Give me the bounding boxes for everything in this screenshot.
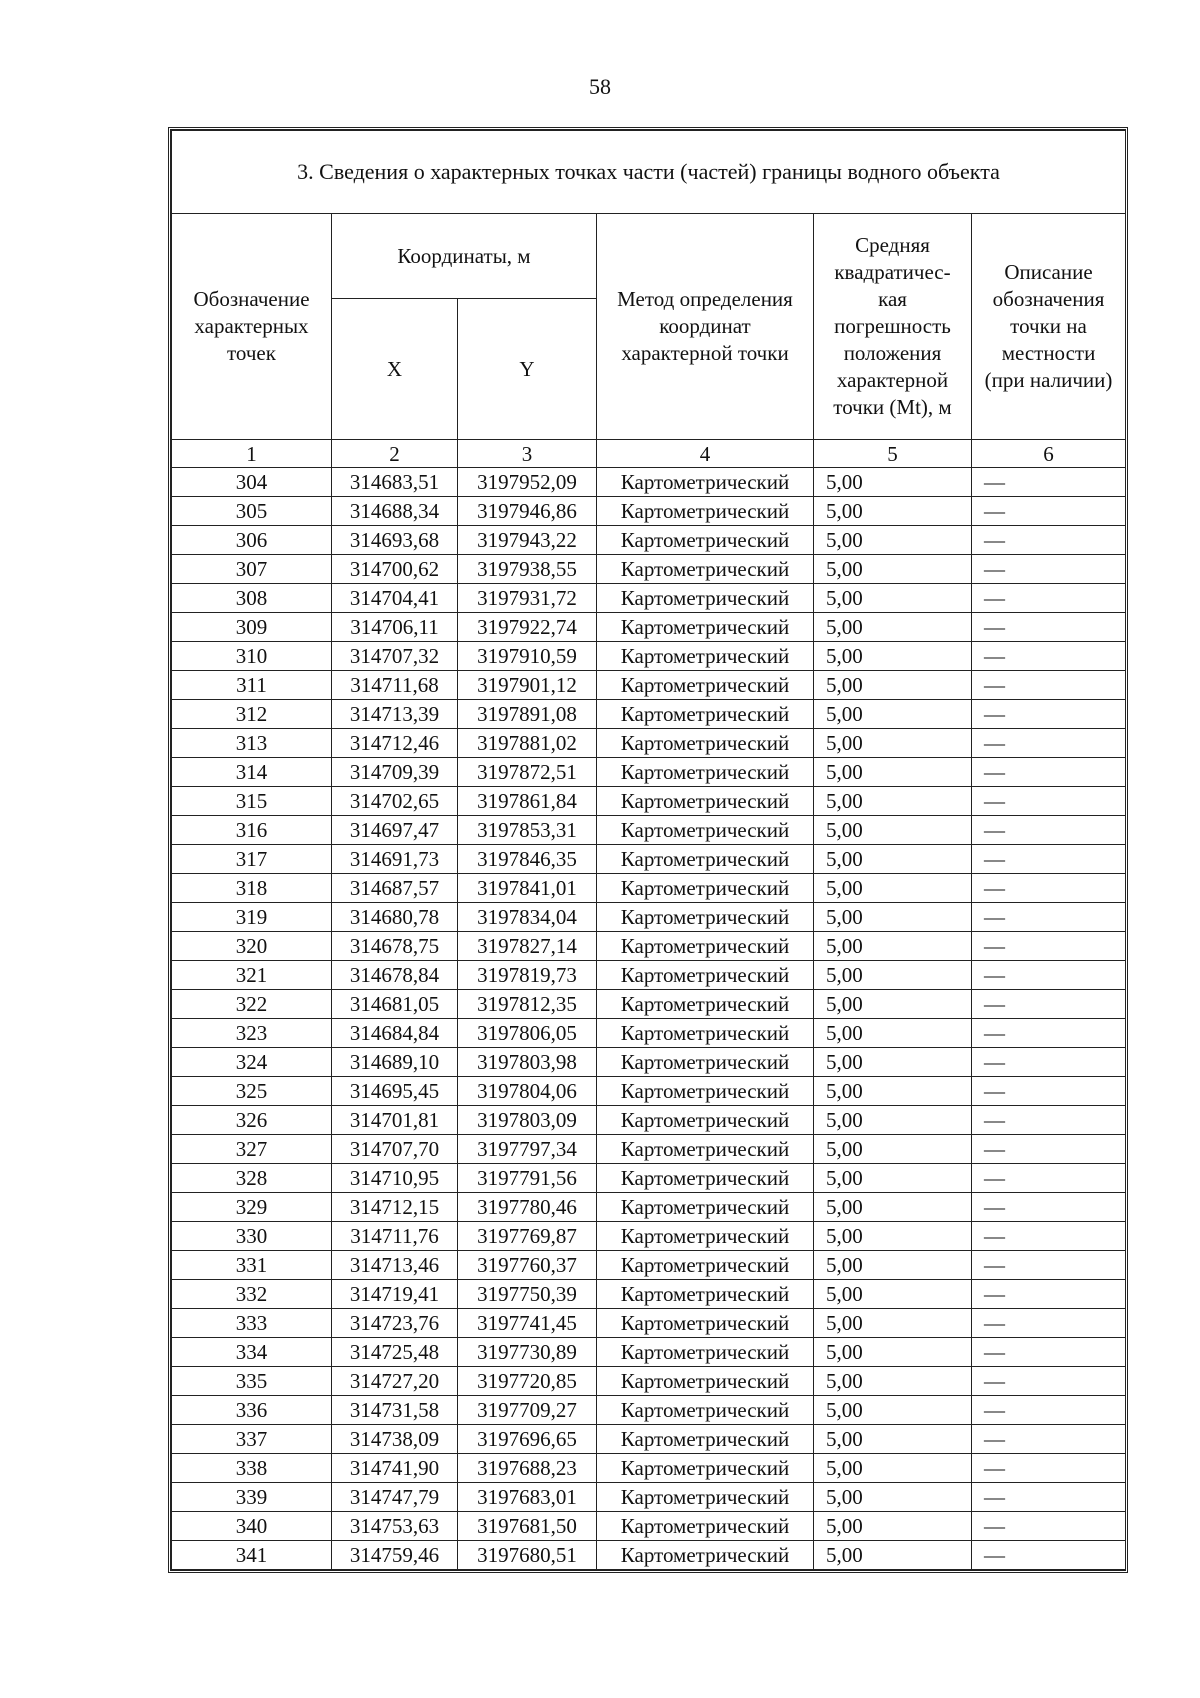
x-coord-cell: 314701,81 [332,1106,458,1135]
method-cell: Картометрический [597,642,814,671]
page-number: 58 [589,74,611,99]
point-id-cell: 317 [172,845,332,874]
x-coord-cell: 314706,11 [332,613,458,642]
x-coord-cell: 314689,10 [332,1048,458,1077]
point-id-cell: 325 [172,1077,332,1106]
point-id-cell: 307 [172,555,332,584]
table-row [172,1309,1126,1338]
description-cell: — [972,671,1126,700]
mt-cell: 5,00 [814,1541,972,1570]
mt-cell: 5,00 [814,990,972,1019]
point-id-cell: 305 [172,497,332,526]
table-row [172,787,1126,816]
y-coord-cell: 3197750,39 [458,1280,597,1309]
method-cell: Картометрический [597,961,814,990]
y-coord-cell: 3197946,86 [458,497,597,526]
point-id-cell: 332 [172,1280,332,1309]
mt-cell: 5,00 [814,671,972,700]
table-row [172,990,1126,1019]
point-id-cell: 311 [172,671,332,700]
description-cell: — [972,1512,1126,1541]
point-id-cell: 321 [172,961,332,990]
mt-cell: 5,00 [814,555,972,584]
y-coord-cell: 3197938,55 [458,555,597,584]
method-cell: Картометрический [597,1164,814,1193]
y-coord-cell: 3197791,56 [458,1164,597,1193]
table-row [172,1367,1126,1396]
description-cell: — [972,1222,1126,1251]
description-cell: — [972,555,1126,584]
point-id-cell: 314 [172,758,332,787]
column-number: 4 [597,440,814,468]
point-id-cell: 338 [172,1454,332,1483]
y-coord-cell: 3197741,45 [458,1309,597,1338]
method-cell: Картометрический [597,845,814,874]
y-coord-cell: 3197861,84 [458,787,597,816]
method-cell: Картометрический [597,1367,814,1396]
description-cell: — [972,816,1126,845]
description-cell: — [972,1425,1126,1454]
method-cell: Картометрический [597,1077,814,1106]
point-id-cell: 336 [172,1396,332,1425]
point-id-cell: 315 [172,787,332,816]
y-coord-cell: 3197680,51 [458,1541,597,1570]
method-cell: Картометрический [597,1338,814,1367]
y-coord-cell: 3197797,34 [458,1135,597,1164]
table-row [172,700,1126,729]
method-cell: Картометрический [597,874,814,903]
description-cell: — [972,1338,1126,1367]
y-coord-cell: 3197683,01 [458,1483,597,1512]
table-row [172,1048,1126,1077]
description-cell: — [972,1106,1126,1135]
y-coord-cell: 3197922,74 [458,613,597,642]
mt-cell: 5,00 [814,1512,972,1541]
header-x: X [332,299,458,440]
x-coord-cell: 314723,76 [332,1309,458,1338]
mt-cell: 5,00 [814,526,972,555]
table-row [172,1193,1126,1222]
description-cell: — [972,700,1126,729]
y-coord-cell: 3197688,23 [458,1454,597,1483]
table-row [172,613,1126,642]
table-row [172,816,1126,845]
x-coord-cell: 314710,95 [332,1164,458,1193]
x-coord-cell: 314747,79 [332,1483,458,1512]
table-title: 3. Сведения о характерных точках части (частей) границы водного объекта [172,131,1126,214]
y-coord-cell: 3197804,06 [458,1077,597,1106]
description-cell: — [972,932,1126,961]
table-row [172,497,1126,526]
y-coord-cell: 3197881,02 [458,729,597,758]
y-coord-cell: 3197853,31 [458,816,597,845]
x-coord-cell: 314702,65 [332,787,458,816]
table-row [172,1077,1126,1106]
point-id-cell: 328 [172,1164,332,1193]
y-coord-cell: 3197952,09 [458,468,597,497]
method-cell: Картометрический [597,468,814,497]
description-cell: — [972,468,1126,497]
mt-cell: 5,00 [814,1019,972,1048]
x-coord-cell: 314697,47 [332,816,458,845]
point-id-cell: 320 [172,932,332,961]
y-coord-cell: 3197681,50 [458,1512,597,1541]
method-cell: Картометрический [597,816,814,845]
x-coord-cell: 314684,84 [332,1019,458,1048]
description-cell: — [972,1193,1126,1222]
description-cell: — [972,497,1126,526]
point-id-cell: 340 [172,1512,332,1541]
x-coord-cell: 314707,32 [332,642,458,671]
table-row [172,1164,1126,1193]
method-cell: Картометрический [597,700,814,729]
mt-cell: 5,00 [814,497,972,526]
x-coord-cell: 314712,15 [332,1193,458,1222]
x-coord-cell: 314681,05 [332,990,458,1019]
method-cell: Картометрический [597,903,814,932]
y-coord-cell: 3197803,98 [458,1048,597,1077]
method-cell: Картометрический [597,613,814,642]
table-row [172,1425,1126,1454]
column-number: 2 [332,440,458,468]
table-row [172,874,1126,903]
x-coord-cell: 314741,90 [332,1454,458,1483]
mt-cell: 5,00 [814,1454,972,1483]
table-row [172,1454,1126,1483]
description-cell: — [972,1251,1126,1280]
table-row [172,932,1126,961]
description-cell: — [972,758,1126,787]
point-id-cell: 309 [172,613,332,642]
point-id-cell: 313 [172,729,332,758]
x-coord-cell: 314691,73 [332,845,458,874]
x-coord-cell: 314687,57 [332,874,458,903]
mt-cell: 5,00 [814,961,972,990]
table-row [172,1251,1126,1280]
point-id-cell: 312 [172,700,332,729]
description-cell: — [972,1164,1126,1193]
mt-cell: 5,00 [814,1309,972,1338]
point-id-cell: 304 [172,468,332,497]
method-cell: Картометрический [597,1454,814,1483]
point-id-cell: 319 [172,903,332,932]
mt-cell: 5,00 [814,1396,972,1425]
mt-cell: 5,00 [814,787,972,816]
mt-cell: 5,00 [814,903,972,932]
point-id-cell: 330 [172,1222,332,1251]
table-row [172,671,1126,700]
x-coord-cell: 314678,75 [332,932,458,961]
description-cell: — [972,1541,1126,1570]
y-coord-cell: 3197720,85 [458,1367,597,1396]
x-coord-cell: 314711,76 [332,1222,458,1251]
description-cell: — [972,903,1126,932]
mt-cell: 5,00 [814,816,972,845]
table-row [172,1483,1126,1512]
description-cell: — [972,787,1126,816]
column-number-row [172,440,1126,468]
description-cell: — [972,1367,1126,1396]
method-cell: Картометрический [597,671,814,700]
table-row [172,642,1126,671]
table-row [172,1396,1126,1425]
x-coord-cell: 314695,45 [332,1077,458,1106]
x-coord-cell: 314759,46 [332,1541,458,1570]
table-row [172,758,1126,787]
y-coord-cell: 3197760,37 [458,1251,597,1280]
point-id-cell: 337 [172,1425,332,1454]
x-coord-cell: 314719,41 [332,1280,458,1309]
x-coord-cell: 314700,62 [332,555,458,584]
description-cell: — [972,584,1126,613]
table-row [172,729,1126,758]
y-coord-cell: 3197709,27 [458,1396,597,1425]
description-cell: — [972,1077,1126,1106]
method-cell: Картометрический [597,497,814,526]
point-id-cell: 327 [172,1135,332,1164]
column-number: 3 [458,440,597,468]
x-coord-cell: 314683,51 [332,468,458,497]
point-id-cell: 310 [172,642,332,671]
table-row [172,903,1126,932]
method-cell: Картометрический [597,758,814,787]
x-coord-cell: 314678,84 [332,961,458,990]
description-cell: — [972,1048,1126,1077]
method-cell: Картометрический [597,1193,814,1222]
mt-cell: 5,00 [814,1077,972,1106]
point-id-cell: 318 [172,874,332,903]
description-cell: — [972,526,1126,555]
mt-cell: 5,00 [814,845,972,874]
point-id-cell: 333 [172,1309,332,1338]
mt-cell: 5,00 [814,1280,972,1309]
mt-cell: 5,00 [814,1106,972,1135]
method-cell: Картометрический [597,555,814,584]
method-cell: Картометрический [597,1019,814,1048]
method-cell: Картометрический [597,1106,814,1135]
point-id-cell: 324 [172,1048,332,1077]
column-number: 6 [972,440,1126,468]
table-row [172,1512,1126,1541]
y-coord-cell: 3197696,65 [458,1425,597,1454]
point-id-cell: 339 [172,1483,332,1512]
x-coord-cell: 314709,39 [332,758,458,787]
mt-cell: 5,00 [814,1483,972,1512]
y-coord-cell: 3197803,09 [458,1106,597,1135]
method-cell: Картометрический [597,1251,814,1280]
y-coord-cell: 3197841,01 [458,874,597,903]
y-coord-cell: 3197730,89 [458,1338,597,1367]
header-coords: Координаты, м [332,214,597,299]
y-coord-cell: 3197846,35 [458,845,597,874]
description-cell: — [972,613,1126,642]
x-coord-cell: 314713,46 [332,1251,458,1280]
point-id-cell: 322 [172,990,332,1019]
table-row [172,468,1126,497]
point-id-cell: 329 [172,1193,332,1222]
method-cell: Картометрический [597,1222,814,1251]
description-cell: — [972,1280,1126,1309]
table-row [172,1106,1126,1135]
mt-cell: 5,00 [814,700,972,729]
method-cell: Картометрический [597,1280,814,1309]
boundary-points-table [171,130,1126,1570]
column-number: 1 [172,440,332,468]
table-row [172,845,1126,874]
y-coord-cell: 3197901,12 [458,671,597,700]
table-row [172,555,1126,584]
y-coord-cell: 3197769,87 [458,1222,597,1251]
table-row [172,1222,1126,1251]
y-coord-cell: 3197891,08 [458,700,597,729]
y-coord-cell: 3197827,14 [458,932,597,961]
point-id-cell: 326 [172,1106,332,1135]
mt-cell: 5,00 [814,874,972,903]
method-cell: Картометрический [597,1309,814,1338]
method-cell: Картометрический [597,1512,814,1541]
header-mt: Средняя квадратичес-кая погрешность положения характерной точки (Mt), м [814,214,972,440]
method-cell: Картометрический [597,1425,814,1454]
y-coord-cell: 3197834,04 [458,903,597,932]
table-row [172,1135,1126,1164]
description-cell: — [972,961,1126,990]
x-coord-cell: 314731,58 [332,1396,458,1425]
description-cell: — [972,874,1126,903]
method-cell: Картометрический [597,584,814,613]
header-y: Y [458,299,597,440]
point-id-cell: 335 [172,1367,332,1396]
mt-cell: 5,00 [814,468,972,497]
description-cell: — [972,845,1126,874]
mt-cell: 5,00 [814,1193,972,1222]
description-cell: — [972,990,1126,1019]
mt-cell: 5,00 [814,1048,972,1077]
method-cell: Картометрический [597,526,814,555]
point-id-cell: 331 [172,1251,332,1280]
y-coord-cell: 3197819,73 [458,961,597,990]
point-id-cell: 334 [172,1338,332,1367]
method-cell: Картометрический [597,1396,814,1425]
x-coord-cell: 314753,63 [332,1512,458,1541]
description-cell: — [972,1396,1126,1425]
point-id-cell: 323 [172,1019,332,1048]
method-cell: Картометрический [597,1048,814,1077]
description-cell: — [972,1454,1126,1483]
table-row [172,1338,1126,1367]
y-coord-cell: 3197931,72 [458,584,597,613]
table-row [172,961,1126,990]
description-cell: — [972,1135,1126,1164]
x-coord-cell: 314711,68 [332,671,458,700]
mt-cell: 5,00 [814,584,972,613]
y-coord-cell: 3197780,46 [458,1193,597,1222]
point-id-cell: 316 [172,816,332,845]
y-coord-cell: 3197806,05 [458,1019,597,1048]
method-cell: Картометрический [597,990,814,1019]
mt-cell: 5,00 [814,1164,972,1193]
mt-cell: 5,00 [814,1251,972,1280]
method-cell: Картометрический [597,787,814,816]
point-id-cell: 308 [172,584,332,613]
description-cell: — [972,1309,1126,1338]
mt-cell: 5,00 [814,613,972,642]
mt-cell: 5,00 [814,1135,972,1164]
y-coord-cell: 3197872,51 [458,758,597,787]
point-id-cell: 341 [172,1541,332,1570]
x-coord-cell: 314713,39 [332,700,458,729]
table-row [172,584,1126,613]
x-coord-cell: 314707,70 [332,1135,458,1164]
y-coord-cell: 3197943,22 [458,526,597,555]
description-cell: — [972,1019,1126,1048]
mt-cell: 5,00 [814,932,972,961]
y-coord-cell: 3197812,35 [458,990,597,1019]
x-coord-cell: 314688,34 [332,497,458,526]
header-method: Метод определения координат характерной точки [597,214,814,440]
table-row [172,1541,1126,1570]
x-coord-cell: 314693,68 [332,526,458,555]
mt-cell: 5,00 [814,1425,972,1454]
description-cell: — [972,642,1126,671]
table-row [172,526,1126,555]
description-cell: — [972,1483,1126,1512]
table-row [172,1019,1126,1048]
x-coord-cell: 314712,46 [332,729,458,758]
mt-cell: 5,00 [814,1222,972,1251]
method-cell: Картометрический [597,1541,814,1570]
method-cell: Картометрический [597,1483,814,1512]
x-coord-cell: 314738,09 [332,1425,458,1454]
point-id-cell: 306 [172,526,332,555]
column-number: 5 [814,440,972,468]
x-coord-cell: 314727,20 [332,1367,458,1396]
y-coord-cell: 3197910,59 [458,642,597,671]
mt-cell: 5,00 [814,1367,972,1396]
header-point: Обозначение характерных точек [172,214,332,440]
table-frame [168,127,1128,1573]
mt-cell: 5,00 [814,1338,972,1367]
table-row [172,1280,1126,1309]
method-cell: Картометрический [597,1135,814,1164]
description-cell: — [972,729,1126,758]
x-coord-cell: 314725,48 [332,1338,458,1367]
mt-cell: 5,00 [814,642,972,671]
method-cell: Картометрический [597,729,814,758]
x-coord-cell: 314704,41 [332,584,458,613]
mt-cell: 5,00 [814,729,972,758]
mt-cell: 5,00 [814,758,972,787]
method-cell: Картометрический [597,932,814,961]
x-coord-cell: 314680,78 [332,903,458,932]
header-desc: Описание обозначения точки на местности (при наличии) [972,214,1126,440]
table-body [172,468,1126,1570]
